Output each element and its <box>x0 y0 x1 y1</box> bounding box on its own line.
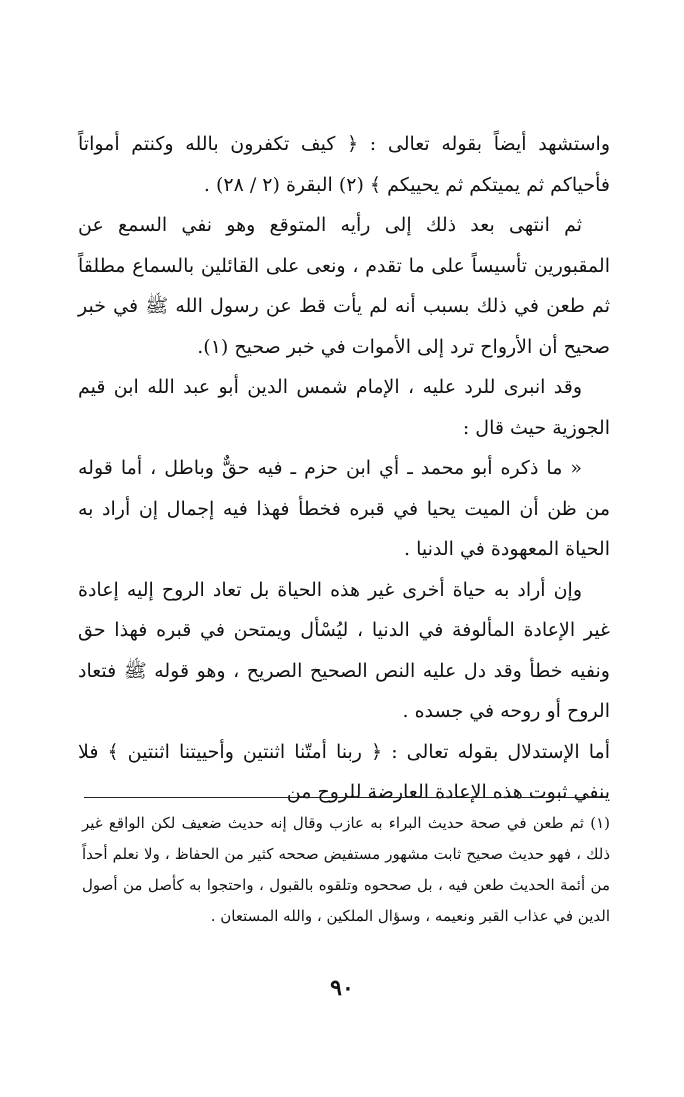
paragraph-quran-citation: واستشهد أيضاً بقوله تعالى : ﴿ كيف تكفرون بالله وكنتم أمواتاً فأحياكم ثم يميتكم ثم يحييكم ﴾ (٢) البقرة (٢ / ٢٨) . <box>78 133 610 196</box>
paragraph-ibn-qayyim-quote: « ما ذكره أبو محمد ـ أي ابن حزم ـ فيه حقٌّ وباطل ، أما قوله من ظن أن الميت يحيا في قبره فخطأ فهذا فيه إجمال إن أراد به الحياة المعهودة في الدنيا . <box>78 457 610 560</box>
paragraph-return-of-soul: وإن أراد به حياة أخرى غير هذه الحياة بل تعاد الروح إليه إعادة غير الإعادة المألوفة في الدنيا ، ليُسْأل ويمتحن في قبره فهذا حق ونفيه خطأ وقد دل عليه النص الصحيح الصريح ، وهو قوله ﷺ فتعاد الروح أو روحه في جسده . <box>78 578 610 722</box>
footnote-1: (١) ثم طعن في صحة حديث البراء به عازب وقال إنه حديث ضعيف لكن الواقع غير ذلك ، فهو حديث صحيح ثابت مشهور مستفيض صححه كثير من الحفاظ ، ولا نعلم أحداً من أئمة الحديث طعن فيه ، بل صححوه وتلقوه بالقبول ، واحتجوا به كأصل من أصول الدين في عذاب القبر ونعيمه ، وسؤال الملكين ، والله المستعان . <box>82 814 610 925</box>
page-number: ٩٠ <box>330 975 354 1001</box>
paragraph-ibn-hazm-view: ثم انتهى بعد ذلك إلى رأيه المتوقع وهو نفي السمع عن المقبورين تأسيساً على ما تقدم ، ونعى على القائلين بالسماع مطلقاً ثم طعن في ذلك بسبب أنه لم يأت قط عن رسول الله ﷺ في خبر صحيح أن الأرواح ترد إلى الأموات في خبر صحيح (١). <box>78 214 610 358</box>
footnote-divider <box>84 797 608 798</box>
paragraph-istidlal: أما الإستدلال بقوله تعالى : ﴿ ربنا أمتّنا اثنتين وأحييتنا اثنتين ﴾ فلا ينفي ثبوت هذه الإعادة العارضة للروح من <box>78 740 610 803</box>
paragraph-ibn-qayyim-intro: وقد انبرى للرد عليه ، الإمام شمس الدين أبو عبد الله ابن قيم الجوزية حيث قال : <box>78 376 610 439</box>
main-text-block <box>78 124 610 813</box>
footnote-block <box>82 808 610 932</box>
